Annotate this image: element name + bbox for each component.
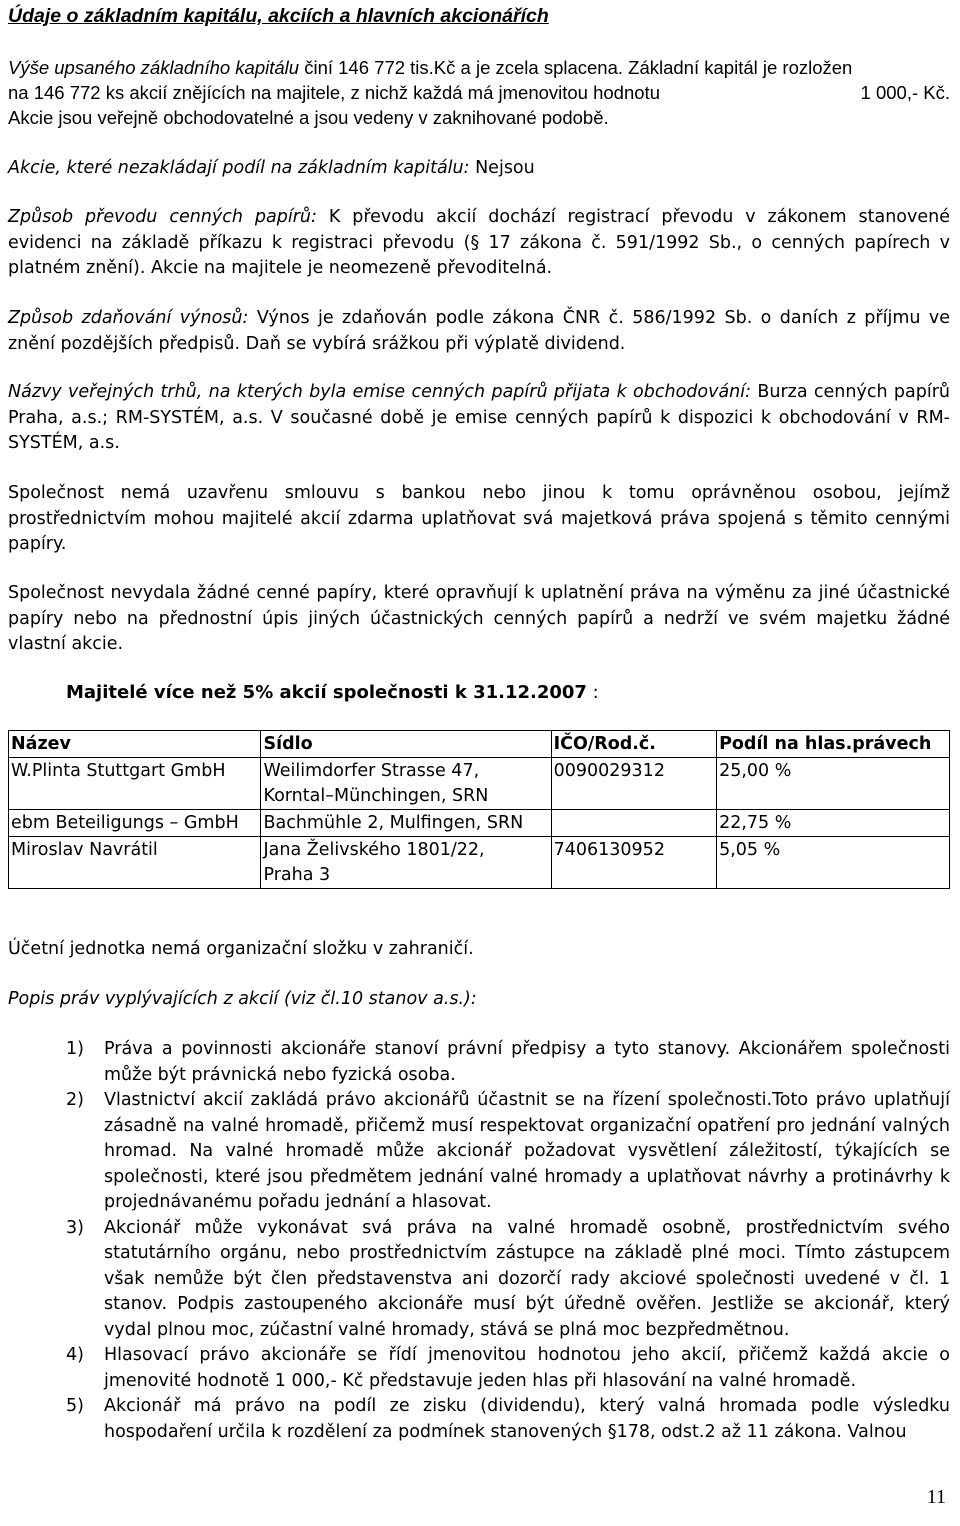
cell-id: 7406130952: [551, 837, 716, 889]
capital-line1: činí 146 772 tis.Kč a je zcela splacena. Základní kapitál je rozložen: [299, 57, 853, 78]
rights-list: [8, 1037, 950, 1445]
securities-paragraph: Společnost nevydala žádné cenné papíry, které opravňují k uplatnění práva na výměnu za jiné účastnické papíry nebo na přednostní úpis jiných účastnických cenných papírů a nedrží ve svém majetku žádné vlastní akcie.: [8, 583, 950, 654]
capital-paragraph: [8, 55, 950, 130]
tax-text: Výnos je zdaňován podle zákona ČNR č. 586/1992 Sb. o daních z příjmu ve znění pozdějších předpisů. Daň se vybírá srážkou při výplatě dividend.: [8, 308, 950, 354]
cell-id: 0090029312: [551, 758, 716, 810]
no-share-paragraph: [8, 156, 950, 182]
bank-paragraph: Společnost nemá uzavřenu smlouvu s bankou nebo jinou k tomu oprávněnou osobou, jejímž prostřednictvím mohou majitelé akcií zdarma uplatňovat svá majetková práva spojená s těmito cennými papíry.: [8, 483, 950, 554]
item-number: 2): [66, 1090, 84, 1110]
rights-title: Popis práv vyplývajících z akcií (viz čl.10 stanov a.s.):: [8, 989, 477, 1009]
capital-label: Výše upsaného základního kapitálu: [8, 57, 300, 78]
cell-share: 5,05 %: [717, 837, 950, 889]
capital-line2: na 146 772 ks akcií znějících na majitele, z nichž každá má jmenovitou hodnotu: [8, 82, 660, 103]
item-text: Vlastnictví akcií zakládá právo akcionářů účastnit se na řízení společnosti.Toto právo uplatňují zásadně na valné hromadě, přičemž musí respektovat organizační opatření pro jednání valných hromad. Na valné hromadě může akcionář požadovat vysvětlení záležitostí, týkajících se společnosti, které jsou předmětem jednání valné hromady a uplatňovat návrhy a protinávrhy k projednávanému pořadu jednání a hlasovat.: [104, 1090, 950, 1212]
shareholders-title: Majitelé více než 5% akcií společnosti k 31.12.2007 :: [66, 682, 599, 703]
markets-text: Burza cenných papírů Praha, a.s.; RM-SYSTÉM, a.s. V současné době je emise cenných papírů k dispozici k obchodování v RM-SYSTÉM, a.s.: [8, 382, 950, 453]
list-item: [8, 1343, 950, 1394]
no-share-label: Akcie, které nezakládají podíl na základním kapitálu:: [8, 158, 470, 178]
cell-name: W.Plinta Stuttgart GmbH: [9, 758, 261, 810]
capital-line3: Akcie jsou veřejně obchodovatelné a jsou vedeny v zaknihované podobě.: [8, 107, 609, 128]
item-number: 4): [66, 1345, 84, 1365]
cell-seat: Jana Želivského 1801/22, Praha 3: [261, 837, 551, 889]
rights-list-container: [8, 1037, 950, 1445]
header-id: IČO/Rod.č.: [551, 731, 716, 758]
nominal-value: 1 000,- Kč.: [860, 82, 950, 103]
table-row: [9, 837, 950, 889]
header-seat: Sídlo: [261, 731, 551, 758]
page-number: 11: [926, 1486, 946, 1508]
tax-label: Způsob zdaňování výnosů:: [8, 308, 249, 328]
table-header-row: [9, 731, 950, 758]
item-text: Hlasovací právo akcionáře se řídí jmenovitou hodnotou jeho akcií, přičemž každá akcie o jmenovité hodnotě 1 000,- Kč představuje jeden hlas při hlasování na valné hromadě.: [104, 1345, 950, 1391]
list-item: [8, 1216, 950, 1344]
cell-name: ebm Beteiligungs – GmbH: [9, 810, 261, 837]
item-text: Práva a povinnosti akcionáře stanoví právní předpisy a tyto stanovy. Akcionářem společnosti může být právnická nebo fyzická osoba.: [104, 1039, 950, 1085]
transfer-label: Způsob převodu cenných papírů:: [8, 207, 317, 227]
org-unit-paragraph: Účetní jednotka nemá organizační složku v zahraničí.: [8, 939, 474, 959]
item-text: Akcionář má právo na podíl ze zisku (dividendu), který valná hromada podle výsledku hospodaření určila k rozdělení za podmínek stanovených §178, odst.2 až 11 zákona. Valnou: [104, 1396, 950, 1442]
table-row: [9, 758, 950, 810]
markets-label: Názvy veřejných trhů, na kterých byla emise cenných papírů přijata k obchodování:: [8, 382, 752, 402]
shareholders-table: [8, 730, 950, 889]
list-item: [8, 1394, 950, 1445]
markets-paragraph: [8, 380, 950, 457]
transfer-text: K převodu akcií dochází registrací převodu v zákonem stanovené evidenci na základě příkazu k registraci převodu (§ 17 zákona č. 591/1992 Sb., o cenných papírech v platném znění). Akcie na majitele je neomezeně převoditelná.: [8, 207, 950, 278]
no-share-text: Nejsou: [469, 158, 535, 178]
cell-seat: Bachmühle 2, Mulfingen, SRN: [261, 810, 551, 837]
cell-name: Miroslav Navrátil: [9, 837, 261, 889]
header-share: Podíl na hlas.právech: [717, 731, 950, 758]
item-number: 1): [66, 1039, 84, 1059]
header-name: Název: [9, 731, 261, 758]
list-item: [8, 1037, 950, 1088]
item-number: 5): [66, 1396, 84, 1416]
item-text: Akcionář může vykonávat svá práva na valné hromadě osobně, prostřednictvím svého statutárního orgánu, nebo prostřednictvím zástupce na základě plné moci. Tímto zástupcem však nemůže být člen představenstva ani dozorčí rady akciové společnosti uvedené v čl. 1 stanov. Podpis zastoupeného akcionáře musí být úředně ověřen. Jestliže se akcionář, který vydal plnou moc, zúčastní valné hromady, stává se plná moc bezpředmětnou.: [104, 1217, 950, 1340]
list-item: [8, 1088, 950, 1216]
table-row: [9, 810, 950, 837]
tax-paragraph: [8, 306, 950, 357]
cell-seat: Weilimdorfer Strasse 47, Korntal–Münchingen, SRN: [261, 758, 551, 810]
section-heading: Údaje o základním kapitálu, akciích a hlavních akcionářích: [8, 5, 549, 27]
transfer-paragraph: [8, 205, 950, 282]
cell-share: 25,00 %: [717, 758, 950, 810]
cell-id: [551, 810, 716, 837]
cell-share: 22,75 %: [717, 810, 950, 837]
item-number: 3): [66, 1217, 84, 1238]
